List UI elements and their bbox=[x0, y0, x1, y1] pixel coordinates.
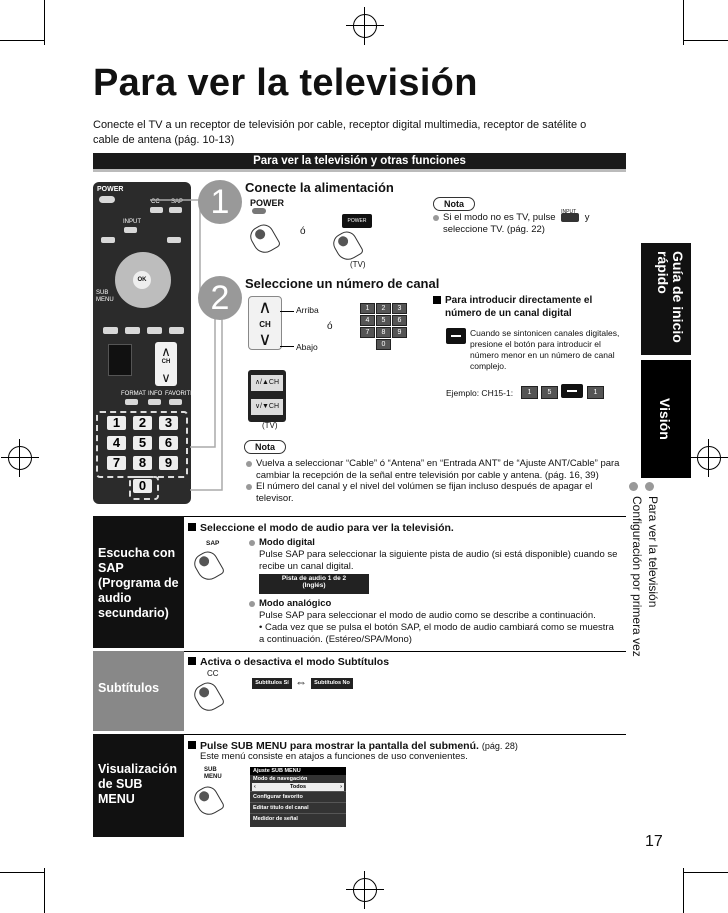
crop-mark bbox=[44, 0, 45, 45]
submenu-screen bbox=[250, 767, 346, 827]
page-number: 17 bbox=[645, 833, 663, 850]
registration-mark bbox=[353, 878, 377, 902]
tv-ch-up-button[interactable]: ∧/▲CH bbox=[251, 375, 283, 391]
tv-label: (TV) bbox=[262, 421, 278, 430]
remote-format-label: FORMAT bbox=[121, 391, 146, 397]
subtitles-off-box: Subtítulos No bbox=[311, 678, 353, 689]
ch-rocker[interactable] bbox=[248, 296, 282, 350]
step-1-title: Conecte la alimentación bbox=[245, 180, 394, 195]
crop-mark bbox=[683, 0, 684, 45]
step-2-title: Seleccione un número de canal bbox=[245, 276, 440, 291]
tab-quick-start-label: Guía de inicio rápido bbox=[655, 251, 686, 343]
tv-ch-down-button[interactable]: ∨/▼CH bbox=[251, 399, 283, 415]
or-label: ó bbox=[327, 321, 333, 332]
tv-power-button[interactable]: POWER bbox=[342, 214, 372, 228]
direct-entry-title: Para introducir directamente el número de un canal digital bbox=[445, 295, 593, 319]
digital-mode-text: Pulse SAP para seleccionar la siguiente pista de audio (si está disponible) cuando se recibe un canal digital. bbox=[259, 549, 618, 572]
sap-label-box bbox=[93, 516, 184, 648]
pointing-hand-icon bbox=[330, 228, 365, 264]
arrow-left-icon: ‹ bbox=[254, 784, 256, 790]
up-label: Arriba bbox=[296, 305, 319, 315]
remote-button[interactable] bbox=[103, 327, 118, 334]
side-item-2: Configuración por primera vez bbox=[630, 496, 644, 657]
example-key: 1 bbox=[587, 386, 604, 399]
side-item-1: Para ver la televisión bbox=[646, 496, 660, 608]
note-text bbox=[443, 208, 590, 224]
tab-vision-label: Visión bbox=[657, 398, 673, 440]
registration-mark bbox=[697, 446, 721, 470]
digital-mode-title: Modo digital bbox=[259, 537, 315, 548]
subtitles-label-box bbox=[93, 651, 184, 731]
submenu-title: Ajuste SUB MENU bbox=[250, 767, 346, 775]
remote-key-1[interactable]: 1 bbox=[107, 416, 126, 430]
tv-ch-buttons bbox=[248, 370, 286, 422]
note-text-part: Si el modo no es TV, pulse bbox=[443, 212, 556, 223]
step-1-badge: 1 bbox=[198, 180, 242, 224]
note-item: Vuelva a seleccionar “Cable” ó “Antena” en “Entrada ANT” de “Ajuste ANT/Cable” para cambiar la recepción de la señal entre televisión por cable y antena. (pág. 16, 39) bbox=[256, 458, 626, 482]
sap-header: Seleccione el modo de audio para ver la televisión. bbox=[188, 522, 454, 534]
numpad-key[interactable]: 7 bbox=[360, 327, 375, 338]
chevron-down-icon: ∨ bbox=[161, 370, 171, 385]
crop-mark bbox=[683, 872, 728, 873]
analog-mode-title: Modo analógico bbox=[259, 598, 332, 609]
remote-sap-label: SAP bbox=[171, 199, 184, 205]
note-item: El número del canal y el nivel del volúmen se fijan incluso después de apagar el televisor. bbox=[256, 481, 626, 505]
input-button-icon bbox=[561, 208, 579, 222]
example-key: 5 bbox=[541, 386, 558, 399]
page-title: Para ver la televisión bbox=[93, 62, 478, 104]
power-button[interactable] bbox=[252, 208, 266, 214]
analog-mode-text: Pulse SAP para seleccionar el modo de audio como se describe a continuación. bbox=[259, 610, 596, 621]
submenu-button-label: SUB MENU bbox=[204, 767, 222, 780]
note-and: y bbox=[584, 212, 590, 223]
remote-input-label: INPUT bbox=[123, 219, 141, 225]
numpad-key[interactable]: 3 bbox=[392, 303, 407, 314]
remote-key-5[interactable]: 5 bbox=[133, 436, 152, 450]
remote-key-2[interactable]: 2 bbox=[133, 416, 152, 430]
tv-label: (TV) bbox=[350, 260, 366, 269]
tab-vision[interactable] bbox=[641, 360, 691, 478]
numpad-key[interactable]: 0 bbox=[376, 339, 391, 350]
remote-power-label: POWER bbox=[97, 186, 124, 193]
remote-ch-label: CH bbox=[161, 359, 171, 365]
ch-label: CH bbox=[259, 320, 271, 329]
step-2-badge: 2 bbox=[198, 276, 242, 320]
note-pill: Nota bbox=[433, 197, 475, 211]
subtitles-header: Activa o desactiva el modo Subtítulos bbox=[188, 656, 389, 668]
note-text-line2: seleccione TV. (pág. 22) bbox=[443, 224, 545, 235]
submenu-item: Configurar favorito bbox=[250, 791, 346, 802]
submenu-selected-text: Todos bbox=[289, 784, 307, 790]
submenu-item: Modo de navegación bbox=[253, 776, 308, 782]
numpad-key[interactable]: 1 bbox=[360, 303, 375, 314]
input-icon-label: INPUT bbox=[561, 208, 577, 215]
leader-line bbox=[280, 311, 294, 312]
numpad-key[interactable]: 6 bbox=[392, 315, 407, 326]
remote-key-4[interactable]: 4 bbox=[107, 436, 126, 450]
audio-track-box bbox=[259, 574, 369, 594]
crop-mark bbox=[683, 868, 684, 913]
submenu-item: Medidor de señal bbox=[250, 813, 346, 824]
remote-ok-button[interactable]: OK bbox=[133, 271, 151, 289]
intro-text: Conecte el TV a un receptor de televisión por cable, receptor digital multimedia, receptor de satélite o cable de antena (pág. 10-13) bbox=[93, 119, 587, 146]
pointing-hand-icon bbox=[247, 221, 282, 257]
submenu-label: Visualización de SUB MENU bbox=[98, 762, 177, 806]
submenu-item: Editar título del canal bbox=[250, 802, 346, 813]
submenu-page-ref: (pág. 28) bbox=[481, 741, 518, 751]
pointing-hand-icon bbox=[191, 679, 226, 715]
submenu-header-text: Pulse SUB MENU para mostrar la pantalla del submenú. bbox=[200, 740, 479, 752]
chevron-up-icon: ∧ bbox=[161, 344, 171, 359]
swap-arrow-icon: ⇔ bbox=[295, 675, 307, 689]
numpad-key[interactable]: 4 bbox=[360, 315, 375, 326]
sap-label: Escucha con SAP (Programa de audio secundario) bbox=[98, 546, 179, 620]
crop-mark bbox=[683, 40, 728, 41]
example-label: Ejemplo: CH15-1: bbox=[446, 388, 514, 398]
divider bbox=[184, 651, 626, 652]
audio-track-lang: (Inglés) bbox=[302, 582, 326, 589]
pointing-hand-icon bbox=[191, 783, 226, 819]
banner-underline bbox=[93, 169, 626, 172]
remote-key-3[interactable]: 3 bbox=[159, 416, 178, 430]
remote-key-7[interactable]: 7 bbox=[107, 456, 126, 470]
note-pill: Nota bbox=[244, 440, 286, 454]
remote-key-8[interactable]: 8 bbox=[133, 456, 152, 470]
arrow-right-icon: › bbox=[340, 784, 342, 790]
tab-quick-start[interactable] bbox=[641, 243, 691, 355]
direct-entry-text: Cuando se sintonicen canales digitales, presione el botón para introducir el número menor en un número de canal complejo. bbox=[470, 328, 620, 371]
submenu-selected-item bbox=[252, 783, 344, 791]
numpad-key[interactable]: 8 bbox=[376, 327, 391, 338]
submenu-label-box bbox=[93, 734, 184, 837]
chevron-up-icon: ∧ bbox=[258, 297, 272, 317]
audio-track-text: Pista de audio 1 de 2 bbox=[281, 575, 347, 582]
remote-button[interactable] bbox=[101, 237, 115, 243]
registration-mark bbox=[8, 446, 32, 470]
bullet-dot bbox=[629, 482, 638, 491]
remote-volume-rocker[interactable] bbox=[108, 344, 132, 376]
remote-info-label: INFO bbox=[148, 391, 163, 397]
pointing-hand-icon bbox=[191, 548, 226, 584]
cc-button-label: CC bbox=[207, 669, 219, 678]
numpad-key[interactable]: 5 bbox=[376, 315, 391, 326]
dash-button-icon bbox=[561, 384, 583, 398]
section-banner: Para ver la televisión y otras funciones bbox=[93, 153, 626, 169]
divider bbox=[184, 516, 626, 517]
dash-button-icon bbox=[446, 328, 466, 344]
leader-line bbox=[280, 346, 294, 347]
subtitles-label: Subtítulos bbox=[98, 681, 160, 695]
down-label: Abajo bbox=[296, 342, 318, 352]
remote-key-0[interactable]: 0 bbox=[133, 479, 152, 493]
square-bullet-icon bbox=[433, 296, 441, 304]
chevron-down-icon: ∨ bbox=[258, 329, 272, 349]
bullet-dot bbox=[645, 482, 654, 491]
analog-mode-sub: • Cada vez que se pulsa el botón SAP, el modo de audio cambiará como se muestra a continuación. (Estéreo/SPA/Mono) bbox=[259, 622, 614, 645]
crop-mark bbox=[0, 872, 45, 873]
sap-button-label: SAP bbox=[206, 540, 220, 547]
numpad-key[interactable]: 9 bbox=[392, 327, 407, 338]
power-button-label: POWER bbox=[250, 198, 285, 208]
remote-button[interactable] bbox=[125, 327, 140, 334]
remote-favorite-label: FAVORITE bbox=[165, 391, 195, 397]
submenu-text: Este menú consiste en atajos a funciones de uso convenientes. bbox=[200, 751, 468, 762]
example-key: 1 bbox=[521, 386, 538, 399]
remote-key-9[interactable]: 9 bbox=[159, 456, 178, 470]
crop-mark bbox=[0, 40, 45, 41]
or-label: ó bbox=[300, 226, 306, 237]
registration-mark bbox=[353, 14, 377, 38]
divider bbox=[184, 734, 626, 735]
crop-mark bbox=[44, 868, 45, 913]
remote-power-button[interactable] bbox=[99, 196, 115, 203]
subtitles-on-box: Subtítulos Sí bbox=[252, 678, 292, 689]
remote-submenu-label: SUB MENU bbox=[96, 290, 114, 303]
numpad-key[interactable]: 2 bbox=[376, 303, 391, 314]
remote-input-button[interactable] bbox=[124, 227, 137, 233]
remote-cc-label: CC bbox=[151, 199, 160, 205]
remote-key-6[interactable]: 6 bbox=[159, 436, 178, 450]
connector-lines bbox=[150, 195, 230, 495]
remote-format-button[interactable] bbox=[125, 399, 138, 405]
